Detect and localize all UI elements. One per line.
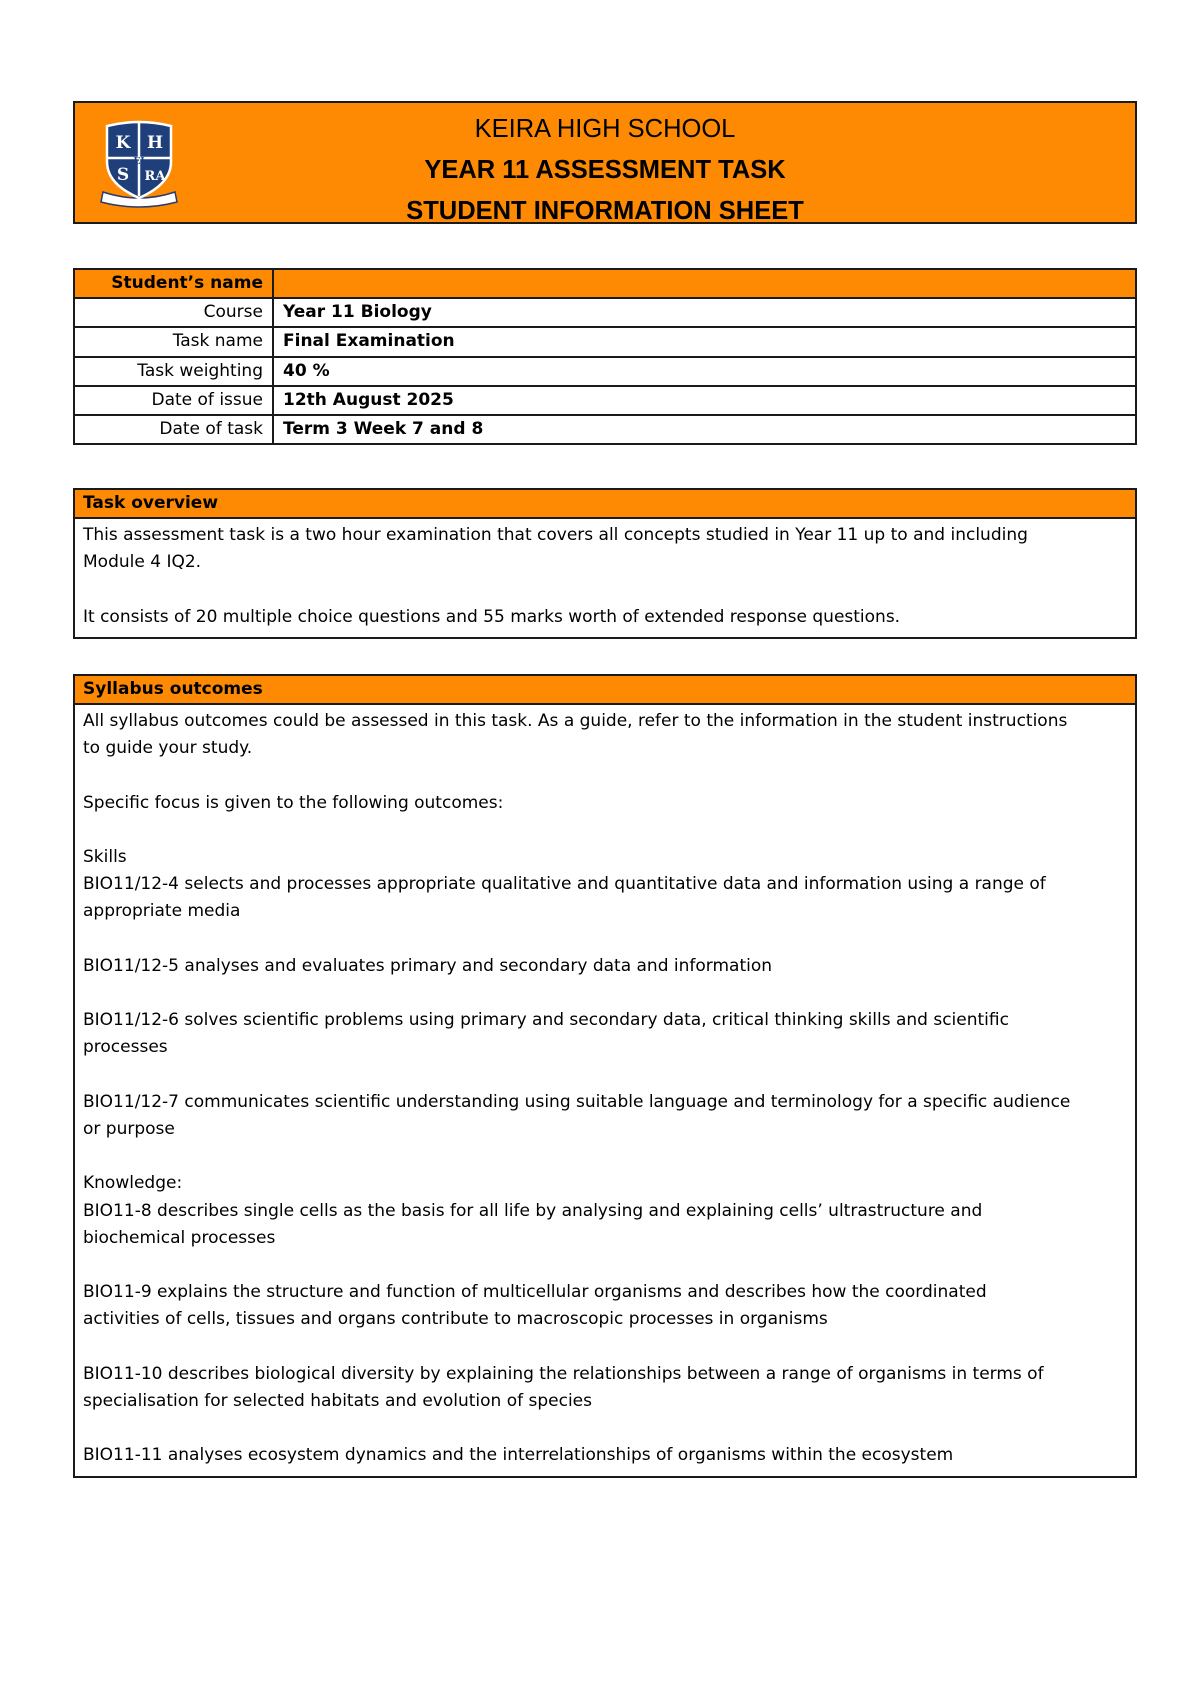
svg-text:K: K bbox=[115, 133, 131, 153]
section-heading: Task overview bbox=[75, 490, 1135, 519]
outcome-item: BIO11/12-7 communicates scientific understanding using suitable language and terminology for a specific audience bbox=[83, 1091, 1071, 1112]
syllabus-outcomes-section bbox=[73, 674, 1137, 1478]
outcome-item: activities of cells, tissues and organs contribute to macroscopic processes in organisms bbox=[83, 1309, 828, 1330]
info-row-date-of-issue bbox=[75, 387, 1135, 416]
outcome-item: BIO11-8 describes single cells as the basis for all life by analysing and explaining cells’ ultrastructure and bbox=[83, 1200, 983, 1221]
info-label: Task name bbox=[75, 328, 274, 355]
section-body bbox=[75, 519, 1135, 637]
info-label: Date of task bbox=[75, 416, 274, 443]
info-row-date-of-task bbox=[75, 416, 1135, 443]
info-value: 40 % bbox=[283, 360, 330, 381]
page-subtitle: STUDENT INFORMATION SHEET bbox=[406, 197, 804, 225]
school-name: KEIRA HIGH SCHOOL bbox=[474, 115, 736, 143]
info-label: Course bbox=[75, 299, 274, 326]
outcomes-text: Specific focus is given to the following outcomes: bbox=[83, 792, 504, 813]
skills-label: Skills bbox=[83, 846, 127, 867]
svg-text:S: S bbox=[116, 165, 130, 185]
knowledge-label: Knowledge: bbox=[83, 1173, 183, 1194]
outcomes-text: to guide your study. bbox=[83, 738, 253, 759]
info-row-student-name bbox=[75, 270, 1135, 299]
section-heading: Syllabus outcomes bbox=[75, 676, 1135, 705]
svg-text:EI: EI bbox=[133, 157, 145, 167]
info-label: Task weighting bbox=[75, 358, 274, 385]
info-value: Year 11 Biology bbox=[283, 302, 432, 323]
outcome-item: biochemical processes bbox=[83, 1227, 276, 1248]
outcome-item: processes bbox=[83, 1037, 168, 1058]
outcome-item: BIO11-10 describes biological diversity by explaining the relationships between a range of organisms in terms of bbox=[83, 1363, 1044, 1384]
svg-text:RA: RA bbox=[144, 169, 166, 184]
outcome-item: BIO11/12-4 selects and processes appropriate qualitative and quantitative data and information using a range of bbox=[83, 874, 1046, 895]
student-name-field[interactable] bbox=[274, 270, 1135, 297]
page-title: YEAR 11 ASSESSMENT TASK bbox=[424, 156, 786, 184]
outcome-item: BIO11/12-5 analyses and evaluates primary and secondary data and information bbox=[83, 955, 773, 976]
overview-text: This assessment task is a two hour examination that covers all concepts studied in Year 11 up to and including bbox=[83, 525, 1028, 545]
overview-text: Module 4 IQ2. bbox=[83, 552, 202, 573]
section-body bbox=[75, 705, 1135, 1476]
svg-text:H: H bbox=[146, 133, 164, 153]
task-overview-section bbox=[73, 488, 1137, 639]
info-row-task-weighting bbox=[75, 358, 1135, 387]
info-label: Student’s name bbox=[75, 270, 274, 297]
overview-text: It consists of 20 multiple choice questions and 55 marks worth of extended response questions. bbox=[83, 606, 901, 627]
info-value: Final Examination bbox=[283, 331, 455, 352]
info-row-task-name bbox=[75, 328, 1135, 357]
info-label: Date of issue bbox=[75, 387, 274, 414]
outcome-item: appropriate media bbox=[83, 901, 241, 922]
outcome-item: BIO11/12-6 solves scientific problems using primary and secondary data, critical thinking skills and scientific bbox=[83, 1010, 1009, 1031]
outcome-item: or purpose bbox=[83, 1118, 175, 1139]
info-value: Term 3 Week 7 and 8 bbox=[283, 418, 484, 439]
outcome-item: BIO11-9 explains the structure and function of multicellular organisms and describes how the coordinated bbox=[83, 1282, 987, 1303]
outcome-item: specialisation for selected habitats and evolution of species bbox=[83, 1390, 592, 1411]
outcomes-text: All syllabus outcomes could be assessed in this task. As a guide, refer to the information in the student instructions bbox=[83, 711, 1068, 731]
info-row-course bbox=[75, 299, 1135, 328]
outcome-item: BIO11-11 analyses ecosystem dynamics and the interrelationships of organisms within the ecosystem bbox=[83, 1445, 954, 1466]
info-value: 12th August 2025 bbox=[283, 389, 454, 410]
header-banner bbox=[73, 101, 1137, 224]
student-info-table bbox=[73, 268, 1137, 445]
